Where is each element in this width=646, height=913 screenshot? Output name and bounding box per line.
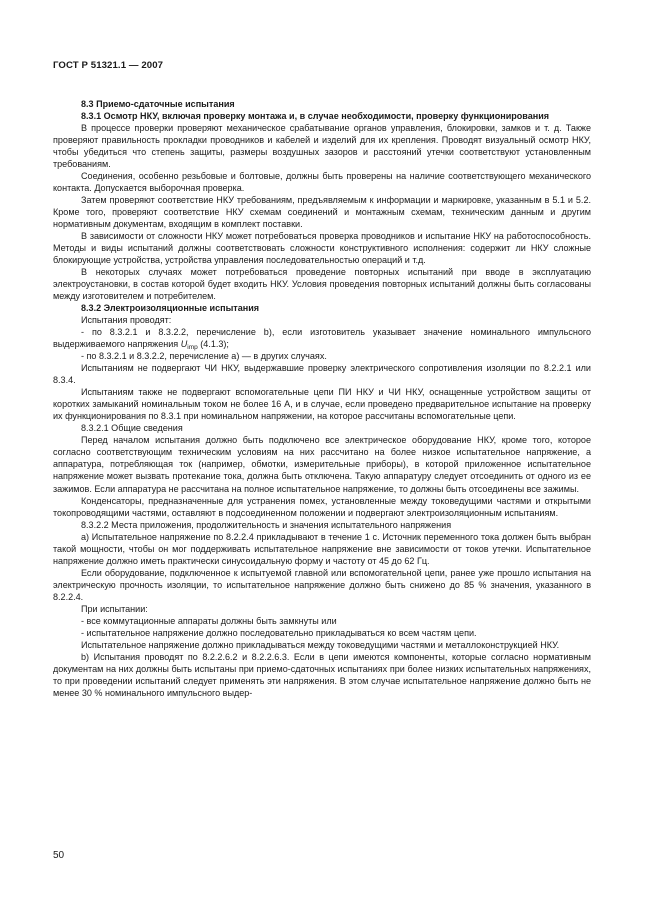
- paragraph: Испытания проводят:: [81, 315, 172, 326]
- paragraph: Испытаниям не подвергают ЧИ НКУ, выдержавшие проверку электрического сопротивления изоляции по 8.2.2.1 или 8.3.4.: [53, 363, 591, 386]
- list-item: - по 8.3.2.1 и 8.3.2.2, перечисление а) — в других случаях.: [81, 351, 327, 362]
- paragraph: Перед началом испытания должно быть подключено все электрическое оборудование НКУ, кроме того, которое согласно соответствующим техническим условиям на них рассчитано на более низкое испытательное напряжение, а аппаратура, потребляющая ток (например, обмотки, измерительные приборы), в которой приложенное испытательное напряжение может вызвать протекание тока, должна быть отключена. Такую аппаратуру следует отсоединить от одного из ее зажимов. Если аппаратура не рассчитана на полное испытательное напряжение, то должны быть отсоединены все зажимы.: [53, 435, 591, 494]
- paragraph: Если оборудование, подключенное к испытуемой главной или вспомогательной цепи, ранее уже прошло испытания на электрическую прочность изоляции, то испытательное напряжение должно быть снижено до 85 % значения, указанного в 8.2.2.4.: [53, 567, 591, 602]
- paragraph: В некоторых случаях может потребоваться проведение повторных испытаний при вводе в эксплуатацию электроустановки, в состав которой будет входить НКУ. Условия проведения повторных испытаний должны быть согласованы между изготовителем и потребителем.: [53, 267, 591, 302]
- list-item: - испытательное напряжение должно последовательно прикладываться ко всем частям цепи.: [81, 627, 477, 638]
- subsection-title-8-3-2-2: 8.3.2.2 Места приложения, продолжительность и значения испытательного напряжения: [81, 519, 452, 530]
- section-title-8-3-2: 8.3.2 Электроизоляционные испытания: [81, 303, 260, 314]
- section-title-8-3-1: 8.3.1 Осмотр НКУ, включая проверку монтажа и, в случае необходимости, проверку функционирования: [81, 111, 550, 122]
- paragraph: Соединения, особенно резьбовые и болтовые, должны быть проверены на наличие соответствующего механического контакта. Допускается выборочная проверка.: [53, 171, 591, 194]
- page-number: 50: [53, 850, 65, 861]
- paragraph: а) Испытательное напряжение по 8.2.2.4 прикладывают в течение 1 с. Источник переменного тока должен быть выбран такой мощности, чтобы он мог поддерживать испытательное напряжение вне зависимости от токов утечки. Испытательное напряжение должно иметь практически синусоидальную форму и частоту от 45 до 62 Гц.: [53, 531, 591, 566]
- list-item: [53, 326, 591, 350]
- document-header: ГОСТ Р 51321.1 — 2007: [53, 60, 164, 71]
- subscript: imp: [187, 344, 198, 352]
- subsection-title-8-3-2-1: 8.3.2.1 Общие сведения: [81, 423, 183, 434]
- paragraph: В зависимости от сложности НКУ может потребоваться проверка проводников и испытание НКУ на работоспособность. Методы и виды испытаний должны соответствовать сложности конструктивного исполнения: содержит ли НКУ сложные блокирующие устройства, устройства управления последовательностью операций и т.д.: [53, 231, 591, 266]
- paragraph: При испытании:: [81, 603, 148, 614]
- paragraph: Затем проверяют соответствие НКУ требованиям, предъявляемым к информации и маркировке, указанным в 5.1 и 5.2. Кроме того, проверяют соответствие НКУ схемам соединений и монтажным схемам, техническим данным и другим нормативным документам, входящим в комплект поставки.: [53, 195, 591, 230]
- list-item-text-end: (4.1.3);: [197, 339, 229, 350]
- main-text: [53, 98, 591, 699]
- paragraph: Испытательное напряжение должно прикладываться между токоведущими частями и металлоконструкцией НКУ.: [81, 639, 560, 650]
- section-title-8-3: 8.3 Приемо-сдаточные испытания: [81, 99, 235, 109]
- paragraph: b) Испытания проводят по 8.2.2.6.2 и 8.2.2.6.3. Если в цепи имеются компоненты, которые согласно нормативным документам на них должны быть испытаны при приемо-сдаточных испытаниях при более низких испытательных напряжениях, то при проведении испытаний следует применять эти напряжения. В этом случае испытательное напряжение должно быть не менее 30 % номинального импульсного выдер-: [53, 651, 591, 698]
- paragraph: Конденсаторы, предназначенные для устранения помех, установленные между токоведущими частями и открытыми токопроводящими частями, оставляют в подсоединенном положении и подвергают электроизоляционным испытаниям.: [53, 495, 591, 518]
- voltage-symbol: U: [180, 339, 188, 350]
- list-item: - все коммутационные аппараты должны быть замкнуты или: [81, 615, 337, 626]
- list-item-text: - по 8.3.2.1 и 8.3.2.2, перечисление b), если изготовитель указывает значение номинального импульсного выдерживаемого напряжения U: [53, 327, 591, 350]
- paragraph: Испытаниям также не подвергают вспомогательные цепи ПИ НКУ и ЧИ НКУ, оснащенные устройством защиты от коротких замыканий номинальным током не более 16 А, и в случае, если проведено предварительное испытание на проверку их функционирования по 8.3.1 при номинальном напряжении, на которое рассчитаны вспомогательные цепи.: [53, 387, 591, 422]
- paragraph: В процессе проверки проверяют механическое срабатывание органов управления, блокировки, замков и т. д. Также проверяют правильность прокладки проводников и кабелей и изделий для их крепления. Проводят визуальный осмотр НКУ, чтобы убедиться что степень защиты, размеры воздушных зазоров и расстояний утечки соответствуют установленным требованиям.: [53, 123, 591, 170]
